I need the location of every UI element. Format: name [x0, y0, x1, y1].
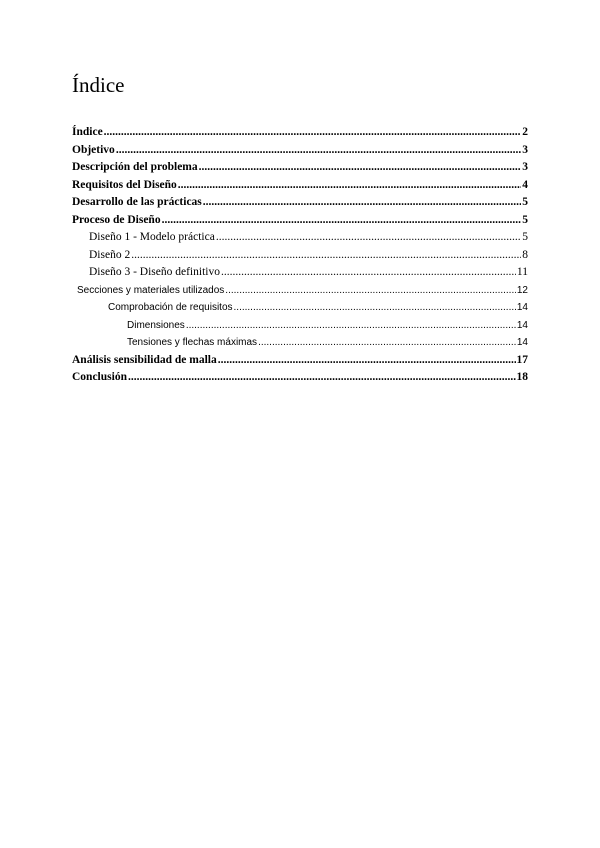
toc-leader-dots	[186, 317, 516, 335]
toc-leader-dots	[225, 282, 516, 300]
toc-leader-dots	[258, 334, 516, 352]
toc-entry-requisitos-diseno[interactable]	[72, 177, 528, 195]
toc-entry-dimensiones[interactable]	[72, 317, 528, 335]
toc-entry-label: Proceso de Diseño	[72, 213, 161, 226]
toc-leader-dots	[178, 177, 521, 195]
toc-entry-page: 14	[516, 302, 528, 313]
toc-entry-page: 5	[522, 213, 528, 226]
table-of-contents	[72, 124, 528, 387]
toc-entry-page: 11	[516, 266, 528, 278]
toc-entry-page: 14	[516, 337, 528, 348]
toc-leader-dots	[162, 212, 522, 230]
toc-leader-dots	[216, 229, 521, 247]
toc-entry-page: 3	[522, 143, 528, 156]
toc-entry-page: 5	[522, 231, 528, 243]
toc-entry-page: 2	[522, 126, 528, 138]
toc-entry-label: Dimensiones	[127, 319, 185, 331]
toc-entry-comprobacion-requisitos[interactable]	[72, 299, 528, 317]
toc-leader-dots	[221, 264, 516, 282]
toc-entry-label: Secciones y materiales utilizados	[77, 284, 225, 296]
toc-entry-page: 8	[522, 248, 528, 261]
toc-leader-dots	[128, 369, 516, 387]
toc-entry-label: Diseño 3 - Diseño definitivo	[89, 266, 220, 278]
toc-entry-label: Comprobación de requisitos	[108, 302, 233, 313]
toc-leader-dots	[203, 194, 521, 212]
toc-entry-label: Tensiones y flechas máximas	[127, 337, 258, 348]
toc-entry-label: Desarrollo de las prácticas	[72, 196, 202, 208]
toc-entry-diseno-3[interactable]	[72, 264, 528, 282]
toc-entry-label: Diseño 2	[89, 248, 131, 261]
toc-entry-page: 12	[516, 284, 528, 296]
toc-entry-desarrollo-practicas[interactable]	[72, 194, 528, 212]
toc-entry-page: 17	[516, 353, 528, 366]
toc-entry-descripcion-problema[interactable]	[72, 159, 528, 177]
page-title: Índice	[72, 73, 125, 97]
toc-leader-dots	[116, 142, 521, 160]
toc-entry-page: 5	[522, 196, 528, 208]
toc-entry-label: Diseño 1 - Modelo práctica	[89, 231, 215, 243]
toc-entry-label: Conclusión	[72, 371, 127, 383]
toc-entry-tensiones-flechas[interactable]	[72, 334, 528, 352]
toc-entry-diseno-2[interactable]	[72, 247, 528, 265]
toc-entry-page: 14	[516, 319, 528, 331]
toc-entry-label: Objetivo	[72, 143, 115, 156]
toc-entry-proceso-diseno[interactable]	[72, 212, 528, 230]
toc-entry-conclusion[interactable]	[72, 369, 528, 387]
toc-entry-page: 4	[522, 178, 528, 191]
toc-entry-analisis-sensibilidad[interactable]	[72, 352, 528, 370]
toc-entry-diseno-1[interactable]	[72, 229, 528, 247]
toc-entry-label: Descripción del problema	[72, 161, 198, 173]
toc-entry-secciones-materiales[interactable]	[72, 282, 528, 300]
toc-entry-label: Índice	[72, 126, 103, 138]
toc-entry-page: 18	[516, 371, 528, 383]
toc-entry-label: Requisitos del Diseño	[72, 178, 177, 191]
toc-leader-dots	[131, 247, 521, 265]
toc-leader-dots	[218, 352, 516, 370]
toc-entry-objetivo[interactable]	[72, 142, 528, 160]
toc-leader-dots	[199, 159, 522, 177]
toc-leader-dots	[104, 124, 522, 142]
toc-entry-indice[interactable]	[72, 124, 528, 142]
toc-leader-dots	[234, 299, 516, 317]
toc-entry-label: Análisis sensibilidad de malla	[72, 353, 217, 366]
toc-entry-page: 3	[522, 161, 528, 173]
